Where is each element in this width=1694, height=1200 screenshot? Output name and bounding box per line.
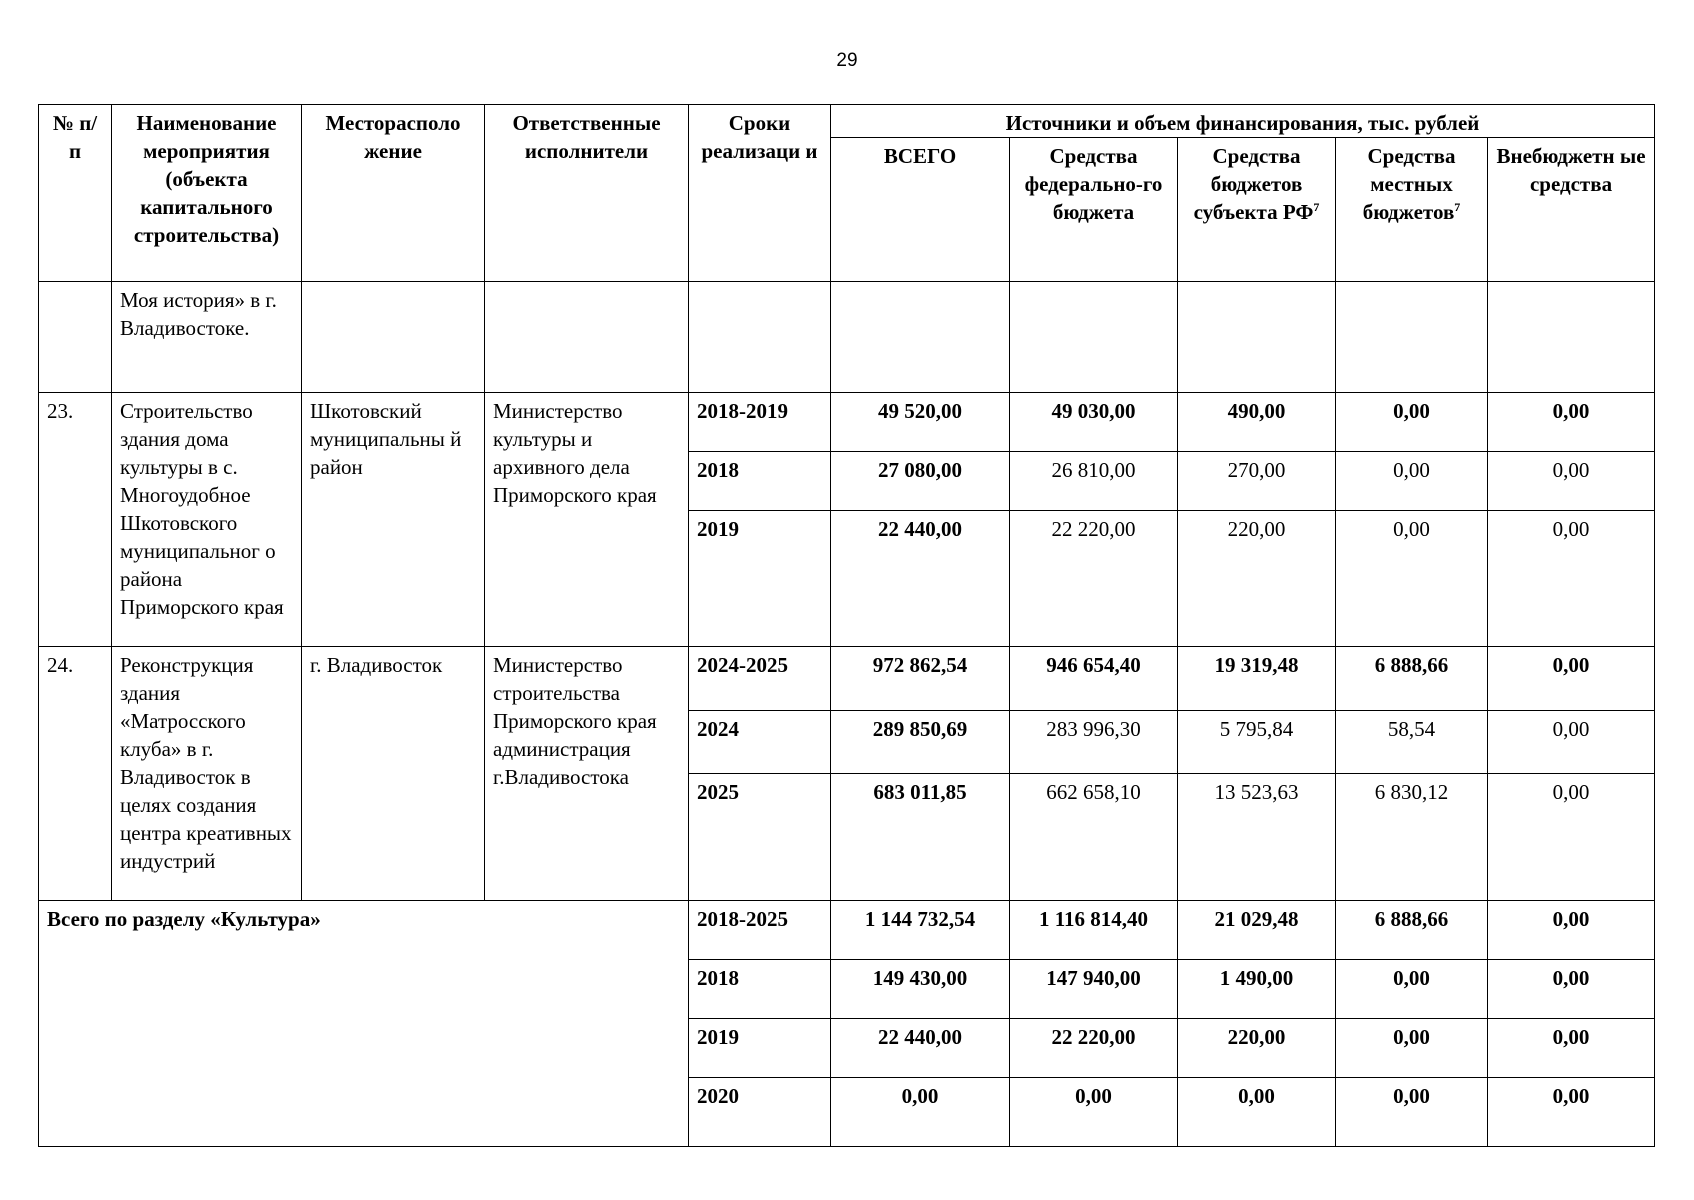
header-row-1 [39,105,1655,138]
cell-empty [485,282,689,393]
item24-no: 24. [39,647,112,901]
item23-period: 2018-2019 [689,393,831,452]
item23-regional: 270,00 [1178,452,1336,511]
cell-empty [1488,282,1655,393]
summary-federal: 147 940,00 [1010,960,1178,1019]
summary-total: 1 144 732,54 [831,901,1010,960]
summary-total: 22 440,00 [831,1019,1010,1078]
page-number: 29 [836,50,858,71]
summary-extra: 0,00 [1488,960,1655,1019]
header-funding-group: Источники и объем финансирования, тыс. рублей [831,105,1655,138]
header-no: № п/п [39,105,112,282]
item24-extra: 0,00 [1488,774,1655,901]
continuation-row [39,282,1655,393]
summary-extra: 0,00 [1488,1019,1655,1078]
summary-local: 6 888,66 [1336,901,1488,960]
item24-total: 683 011,85 [831,774,1010,901]
item24-local: 6 888,66 [1336,647,1488,711]
item24-extra: 0,00 [1488,711,1655,774]
summary-period: 2018 [689,960,831,1019]
summary-period: 2019 [689,1019,831,1078]
item23-no: 23. [39,393,112,647]
item23-extra: 0,00 [1488,393,1655,452]
item24-row-1 [39,647,1655,711]
header-local [1336,138,1488,282]
item24-regional: 19 319,48 [1178,647,1336,711]
cell-empty [1336,282,1488,393]
item23-name: Строительство здания дома культуры в с. Многоудобное Шкотовского муниципальног о района Приморского края [112,393,302,647]
item24-period: 2024 [689,711,831,774]
summary-federal: 1 116 814,40 [1010,901,1178,960]
item23-total: 49 520,00 [831,393,1010,452]
item23-extra: 0,00 [1488,511,1655,647]
summary-federal: 22 220,00 [1010,1019,1178,1078]
summary-local: 0,00 [1336,960,1488,1019]
item23-total: 27 080,00 [831,452,1010,511]
header-local-footnote: 7 [1454,200,1461,214]
item24-federal: 283 996,30 [1010,711,1178,774]
item23-total: 22 440,00 [831,511,1010,647]
continuation-name: Моя история» в г. Владивостоке. [112,282,302,393]
item24-federal: 946 654,40 [1010,647,1178,711]
item23-federal: 26 810,00 [1010,452,1178,511]
item24-extra: 0,00 [1488,647,1655,711]
item23-extra: 0,00 [1488,452,1655,511]
item23-responsible: Министерство культуры и архивного дела Приморского края [485,393,689,647]
header-responsible: Ответственные исполнители [485,105,689,282]
cell-empty [689,282,831,393]
header-period: Сроки реализаци и [689,105,831,282]
item23-row-1 [39,393,1655,452]
item24-name: Реконструкция здания «Матросского клуба» в г. Владивосток в целях создания центра креативных индустрий [112,647,302,901]
item23-regional: 220,00 [1178,511,1336,647]
item23-federal: 22 220,00 [1010,511,1178,647]
header-location: Месторасполо жение [302,105,485,282]
header-name: Наименование мероприятия (объекта капитального строительства) [112,105,302,282]
item24-local: 6 830,12 [1336,774,1488,901]
header-local-text: Средства местных бюджетов [1362,144,1456,224]
item23-local: 0,00 [1336,393,1488,452]
summary-local: 0,00 [1336,1078,1488,1147]
item24-responsible: Министерство строительства Приморского края администрация г.Владивостока [485,647,689,901]
header-regional-footnote: 7 [1313,200,1320,214]
item24-total: 972 862,54 [831,647,1010,711]
summary-local: 0,00 [1336,1019,1488,1078]
summary-label: Всего по разделу «Культура» [39,901,689,1147]
cell-empty [1178,282,1336,393]
item24-period: 2024-2025 [689,647,831,711]
summary-federal: 0,00 [1010,1078,1178,1147]
summary-regional: 220,00 [1178,1019,1336,1078]
item24-period: 2025 [689,774,831,901]
header-total: ВСЕГО [831,138,1010,282]
item23-regional: 490,00 [1178,393,1336,452]
summary-period: 2018-2025 [689,901,831,960]
cell-empty [831,282,1010,393]
summary-extra: 0,00 [1488,901,1655,960]
summary-regional: 0,00 [1178,1078,1336,1147]
item24-location: г. Владивосток [302,647,485,901]
item24-total: 289 850,69 [831,711,1010,774]
item23-location: Шкотовский муниципальны й район [302,393,485,647]
item24-local: 58,54 [1336,711,1488,774]
cell-empty [39,282,112,393]
item23-federal: 49 030,00 [1010,393,1178,452]
item23-local: 0,00 [1336,452,1488,511]
summary-extra: 0,00 [1488,1078,1655,1147]
header-extra: Внебюджетн ые средства [1488,138,1655,282]
header-federal: Средства федерально-го бюджета [1010,138,1178,282]
item24-federal: 662 658,10 [1010,774,1178,901]
summary-regional: 1 490,00 [1178,960,1336,1019]
summary-regional: 21 029,48 [1178,901,1336,960]
item23-period: 2018 [689,452,831,511]
summary-period: 2020 [689,1078,831,1147]
item24-regional: 13 523,63 [1178,774,1336,901]
summary-row-1 [39,901,1655,960]
item23-local: 0,00 [1336,511,1488,647]
cell-empty [1010,282,1178,393]
funding-table [38,104,1655,1147]
header-regional [1178,138,1336,282]
summary-total: 149 430,00 [831,960,1010,1019]
item24-regional: 5 795,84 [1178,711,1336,774]
item23-period: 2019 [689,511,831,647]
summary-total: 0,00 [831,1078,1010,1147]
header-regional-text: Средства бюджетов субъекта РФ [1193,144,1314,224]
cell-empty [302,282,485,393]
